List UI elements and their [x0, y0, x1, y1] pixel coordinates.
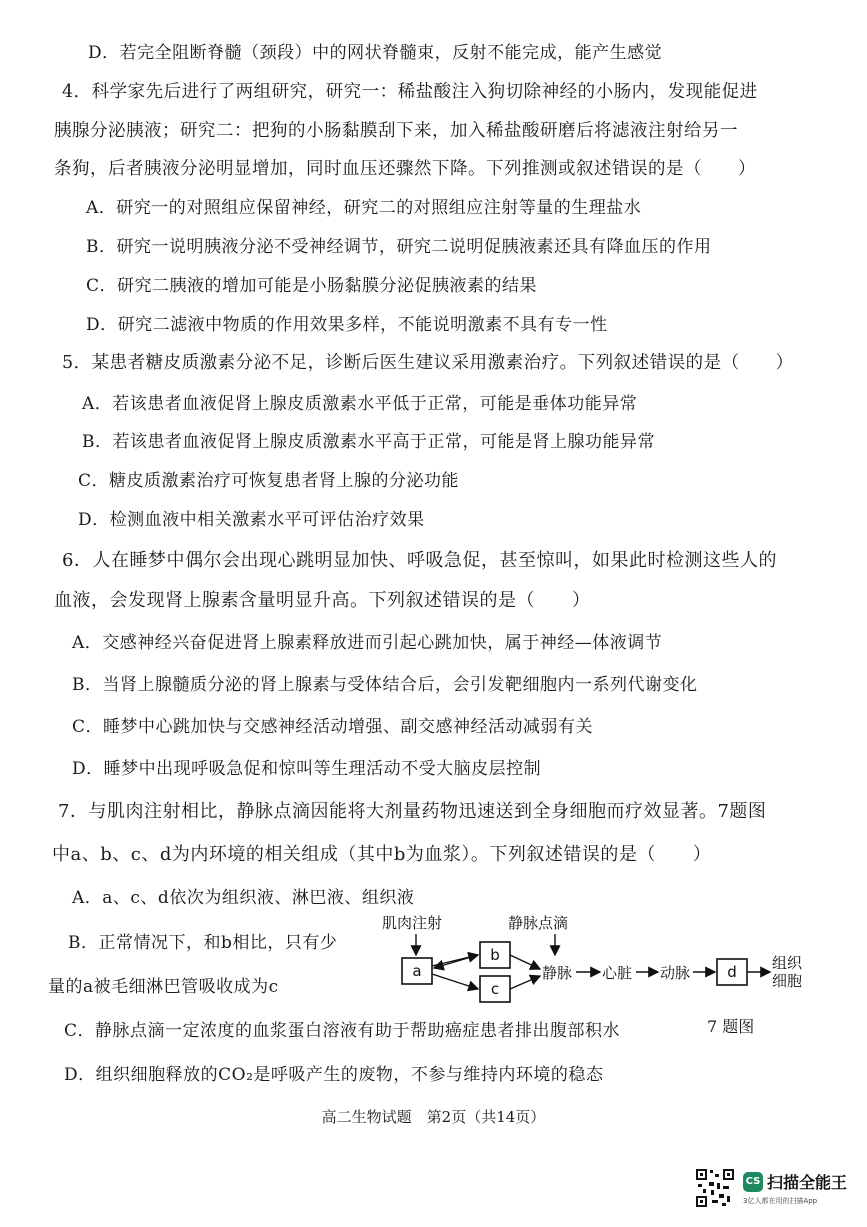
arrow-a-c [432, 974, 478, 989]
figure-label: 7 题图 [707, 1017, 755, 1036]
q4-option-d: D．研究二滤液中物质的作用效果多样，不能说明激素不具有专一性 [86, 315, 608, 335]
q3-option-d: D．若完全阻断脊髓（颈段）中的网状脊髓束，反射不能完成，能产生感觉 [88, 43, 663, 63]
im-injection-label: 肌肉注射 [382, 914, 443, 932]
scanner-app-name: 扫描全能王 [767, 1173, 848, 1192]
q6-option-c: C．睡梦中心跳加快与交感神经活动增强、副交感神经活动减弱有关 [72, 717, 594, 737]
q7-option-b-1: B．正常情况下，和b相比，只有少 [68, 933, 338, 953]
q5-option-d: D．检测血液中相关激素水平可评估治疗效果 [78, 510, 425, 530]
q7-option-d: D．组织细胞释放的CO₂是呼吸产生的废物，不参与维持内环境的稳态 [64, 1065, 604, 1085]
heart-label: 心脏 [602, 964, 633, 982]
q7-option-c: C．静脉点滴一定浓度的血浆蛋白溶液有助于帮助癌症患者排出腹部积水 [64, 1021, 621, 1041]
q6-option-d: D．睡梦中出现呼吸急促和惊叫等生理活动不受大脑皮层控制 [72, 759, 542, 779]
box-a-label: a [412, 962, 422, 980]
q5-option-a: A．若该患者血液促肾上腺皮质激素水平低于正常，可能是垂体功能异常 [82, 394, 638, 414]
q7-stem-1: 7．与肌肉注射相比，静脉点滴因能将大剂量药物迅速送到全身细胞而疗效显著。7题图 [58, 801, 767, 822]
q5-stem: 5．某患者糖皮质激素分泌不足，诊断后医生建议采用激素治疗。下列叙述错误的是（ ） [62, 353, 794, 373]
q7-option-a: A．a、c、d依次为组织液、淋巴液、组织液 [72, 888, 415, 908]
q4-option-b: B．研究一说明胰液分泌不受神经调节，研究二说明促胰液素还具有降血压的作用 [86, 237, 712, 257]
q6-stem-1: 6．人在睡梦中偶尔会出现心跳明显加快、呼吸急促，甚至惊叫，如果此时检测这些人的 [62, 550, 777, 571]
q5-option-b: B．若该患者血液促肾上腺皮质激素水平高于正常，可能是肾上腺功能异常 [82, 432, 655, 452]
q4-option-c: C．研究二胰液的增加可能是小肠黏膜分泌促胰液素的结果 [86, 276, 538, 296]
cs-logo-icon: CS [743, 1172, 763, 1192]
page-footer: 高二生物试题 第2页（共14页） [321, 1108, 546, 1126]
q5-option-c: C．糖皮质激素治疗可恢复患者肾上腺的分泌功能 [78, 471, 460, 491]
q4-stem-3: 条狗，后者胰液分泌明显增加，同时血压还骤然下降。下列推测或叙述错误的是（ ） [54, 159, 756, 179]
q4-stem-1: 4．科学家先后进行了两组研究，研究一：稀盐酸注入狗切除神经的小肠内，发现能促进 [62, 82, 758, 102]
q4-option-a: A．研究一的对照组应保留神经，研究二的对照组应注射等量的生理盐水 [86, 198, 642, 218]
scanner-watermark [695, 1168, 855, 1220]
arrow-b-a [434, 955, 478, 968]
iv-drip-label: 静脉点滴 [508, 914, 569, 932]
q7-option-b-2: 量的a被毛细淋巴管吸收成为c [48, 977, 279, 997]
tissue-label-2: 细胞 [772, 972, 803, 990]
q4-stem-2: 胰腺分泌胰液；研究二：把狗的小肠黏膜刮下来，加入稀盐酸研磨后将滤液注射给另一 [54, 121, 738, 141]
q6-stem-2: 血液，会发现肾上腺素含量明显升高。下列叙述错误的是（ ） [54, 590, 591, 611]
q6-option-a: A．交感神经兴奋促进肾上腺素释放进而引起心跳加快，属于神经—体液调节 [72, 633, 663, 653]
box-d-label: d [727, 963, 737, 981]
artery-label: 动脉 [660, 964, 691, 982]
scanner-slogan: 3亿人都在用的扫描App [743, 1197, 818, 1205]
box-b-label: b [490, 946, 500, 964]
arrow-c-vein [510, 976, 540, 989]
arrow-b-vein [510, 955, 540, 969]
vein-label: 静脉 [542, 964, 573, 982]
q6-option-b: B．当肾上腺髓质分泌的肾上腺素与受体结合后，会引发靶细胞内一系列代谢变化 [72, 675, 698, 695]
q7-stem-2: 中a、b、c、d为内环境的相关组成（其中b为血浆）。下列叙述错误的是（ ） [52, 844, 712, 865]
tissue-label-1: 组织 [772, 954, 803, 972]
qr-code-icon [695, 1168, 735, 1208]
box-c-label: c [490, 980, 500, 998]
q7-diagram [380, 910, 820, 1020]
